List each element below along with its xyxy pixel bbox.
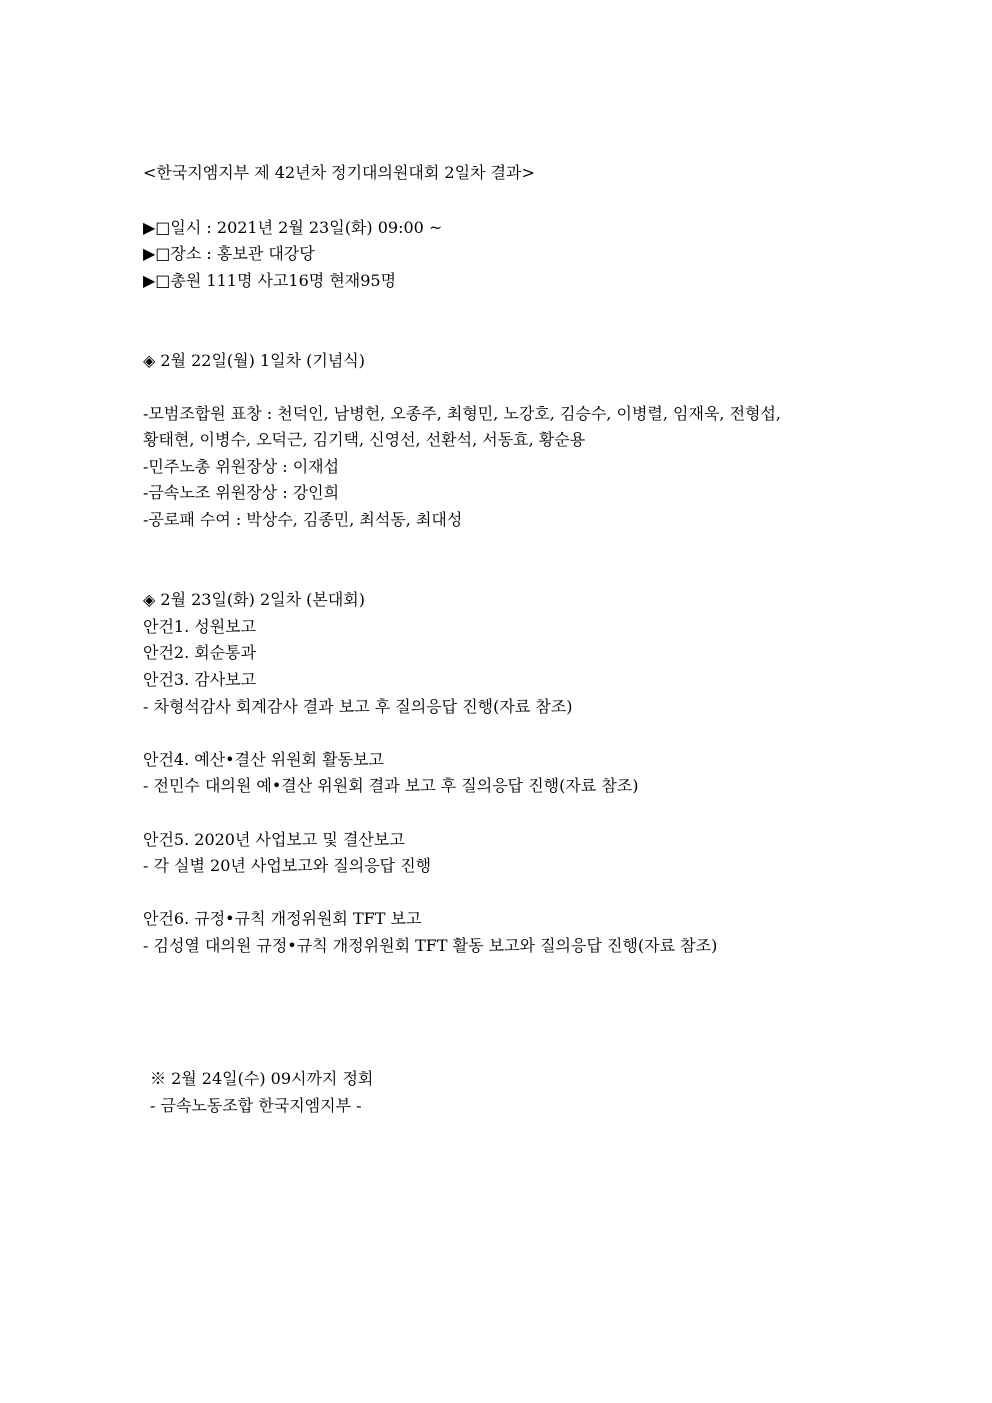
agenda-6-note: - 김성열 대의원 규정•규칙 개정위원회 TFT 활동 보고와 질의응답 진행(자료 참조) xyxy=(143,936,718,955)
day1-kctu-award: -민주노총 위원장상 : 이재섭 xyxy=(143,457,340,476)
agenda-1: 안건1. 성원보고 xyxy=(143,617,257,636)
recess-note: ※ 2월 24일(수) 09시까지 정회 xyxy=(150,1069,374,1088)
agenda-5: 안건5. 2020년 사업보고 및 결산보고 xyxy=(143,830,405,849)
meeting-date: ▶□일시 : 2021년 2월 23일(화) 09:00 ~ xyxy=(143,218,443,237)
agenda-3-note: - 차형석감사 회계감사 결과 보고 후 질의응답 진행(자료 참조) xyxy=(143,697,573,716)
agenda-5-note: - 각 실별 20년 사업보고와 질의응답 진행 xyxy=(143,856,432,875)
agenda-6: 안건6. 규정•규칙 개정위원회 TFT 보고 xyxy=(143,909,422,928)
signature: - 금속노동조합 한국지엠지부 - xyxy=(150,1096,362,1115)
agenda-4-note: - 전민수 대의원 예•결산 위원회 결과 보고 후 질의응답 진행(자료 참조) xyxy=(143,776,639,795)
agenda-3: 안건3. 감사보고 xyxy=(143,670,257,689)
meeting-location: ▶□장소 : 홍보관 대강당 xyxy=(143,244,315,263)
day2-heading: ◈ 2월 23일(화) 2일차 (본대회) xyxy=(143,590,365,609)
day1-award-line-2: 황태현, 이병수, 오덕근, 김기택, 신영선, 선환석, 서동효, 황순용 xyxy=(143,430,586,449)
agenda-2: 안건2. 회순통과 xyxy=(143,643,257,662)
day1-kmwu-award: -금속노조 위원장상 : 강인희 xyxy=(143,483,340,502)
document-title: <한국지엠지부 제 42년차 정기대의원대회 2일차 결과> xyxy=(143,163,535,182)
day1-award-line-1: -모범조합원 표창 : 천덕인, 남병헌, 오종주, 최형민, 노강호, 김승수, 이병렬, 임재욱, 전형섭, xyxy=(143,404,782,423)
meeting-attendance: ▶□총원 111명 사고16명 현재95명 xyxy=(143,271,397,290)
day1-plaque: -공로패 수여 : 박상수, 김종민, 최석동, 최대성 xyxy=(143,510,463,529)
agenda-4: 안건4. 예산•결산 위원회 활동보고 xyxy=(143,750,384,769)
day1-heading: ◈ 2월 22일(월) 1일차 (기념식) xyxy=(143,351,365,370)
